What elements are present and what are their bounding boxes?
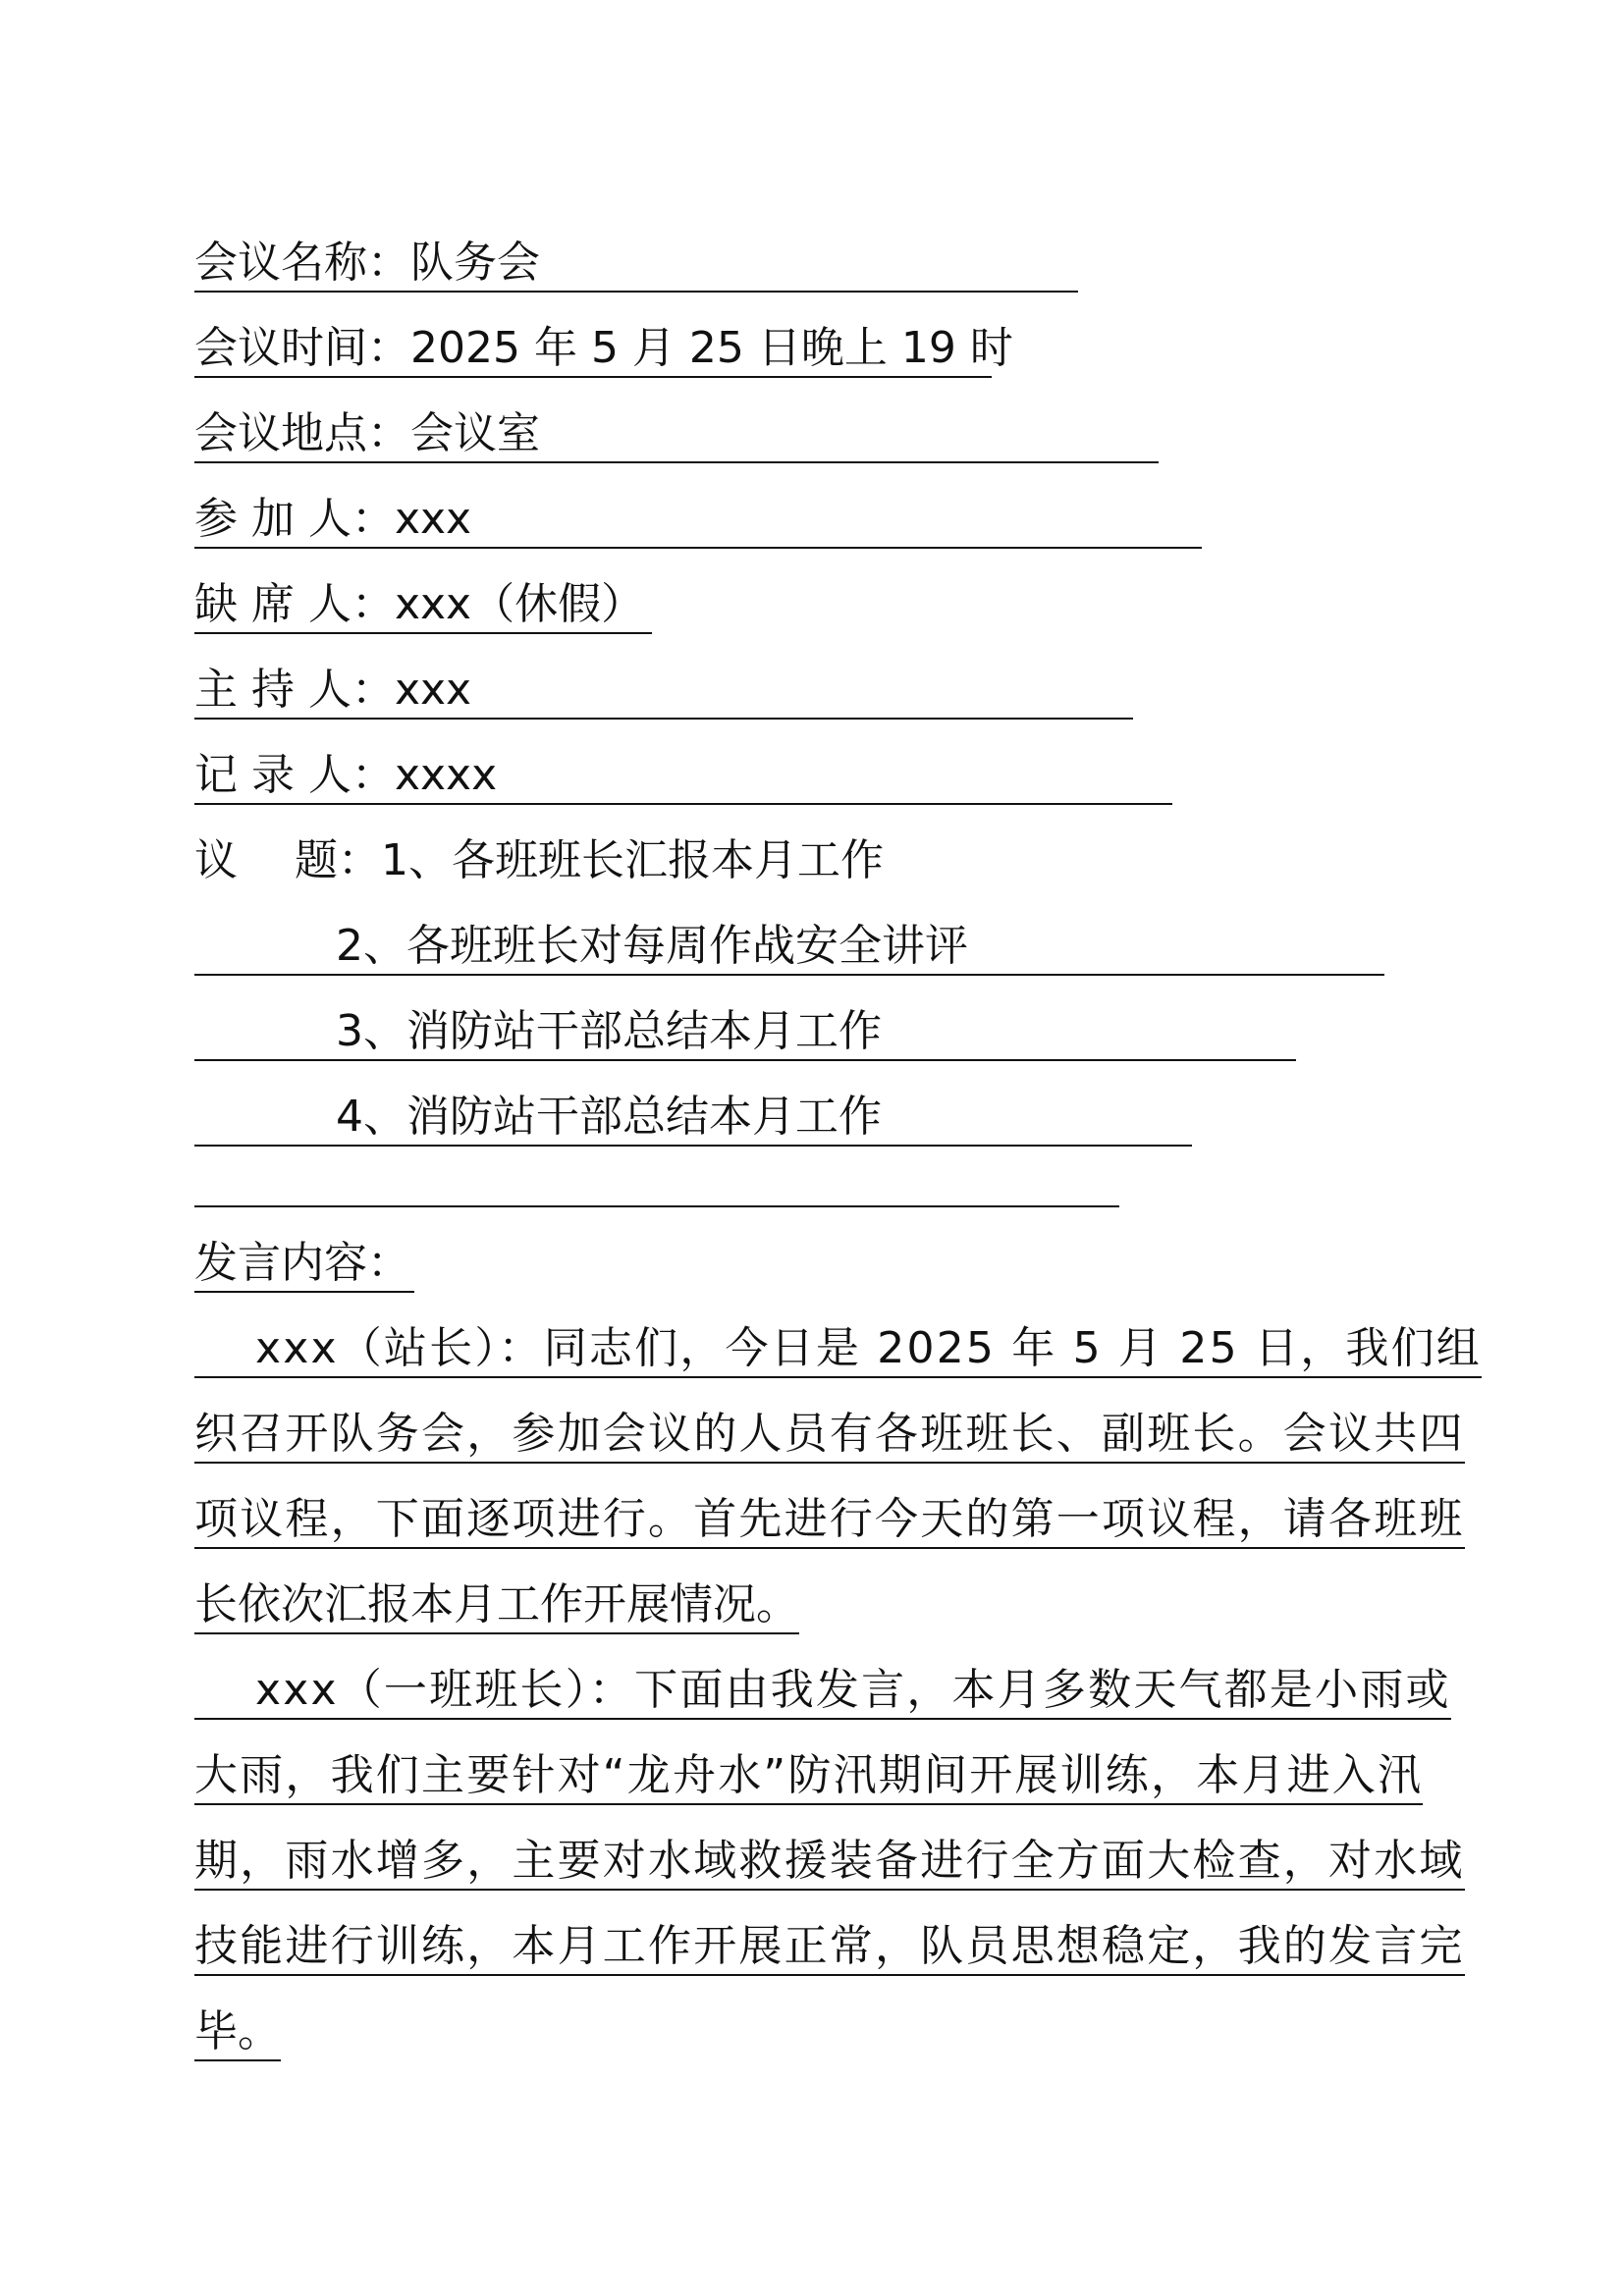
meeting-place: 会议地点：会议室 — [194, 408, 540, 458]
speech-heading: 发言内容： — [194, 1238, 410, 1288]
meeting-time: 会议时间：2025 年 5 月 25 日晚上 19 时 — [194, 323, 1013, 373]
speech-paragraph-2 — [194, 1648, 1465, 2075]
agenda-item-2: 2、各班班长对每周作战安全讲评 — [336, 921, 968, 971]
speech-heading-line — [194, 1234, 414, 1293]
paragraph-line: 长依次汇报本月工作开展情况。 — [194, 1575, 799, 1634]
meeting-name-line — [194, 234, 1078, 293]
agenda-line-4 — [194, 1088, 1192, 1147]
paragraph-line: 期，雨水增多，主要对水域救援装备进行全方面大检查，对水域 — [194, 1832, 1465, 1891]
agenda-line-2 — [194, 917, 1384, 976]
paragraph-line: 技能进行训练，本月工作开展正常，队员思想稳定，我的发言完 — [194, 1917, 1465, 1976]
paragraph-line: 项议程，下面逐项进行。首先进行今天的第一项议程，请各班班 — [194, 1490, 1465, 1549]
blank-underline — [194, 1148, 1119, 1207]
host: 主 持 人：xxx — [194, 665, 472, 715]
paragraph-line: xxx（站长）：同志们，今日是 2025 年 5 月 25 日，我们组 — [194, 1319, 1482, 1378]
absentees-line — [194, 575, 652, 634]
attendees-line — [194, 490, 1202, 549]
recorder-line — [194, 746, 1172, 805]
agenda-item-1: 议 题：1、各班班长汇报本月工作 — [194, 835, 884, 885]
agenda-item-3: 3、消防站干部总结本月工作 — [336, 1006, 882, 1056]
attendees: 参 加 人：xxx — [194, 494, 472, 544]
agenda-line-1 — [194, 831, 893, 890]
absentees: 缺 席 人：xxx（休假） — [194, 579, 645, 629]
agenda-line-3 — [194, 1002, 1296, 1061]
meeting-time-line — [194, 319, 1013, 378]
paragraph-line: 毕。 — [194, 2002, 281, 2061]
paragraph-line: 织召开队务会，参加会议的人员有各班班长、副班长。会议共四 — [194, 1405, 1465, 1464]
host-line — [194, 661, 1133, 720]
agenda-item-4: 4、消防站干部总结本月工作 — [336, 1092, 882, 1142]
paragraph-line: 大雨，我们主要针对“龙舟水”防汛期间开展训练，本月进入汛 — [194, 1746, 1423, 1805]
meeting-place-line — [194, 404, 1159, 463]
meeting-name: 会议名称：队务会 — [194, 238, 540, 288]
speech-paragraph-1 — [194, 1307, 1482, 1648]
paragraph-line: xxx（一班班长）：下面由我发言，本月多数天气都是小雨或 — [194, 1661, 1451, 1720]
recorder: 记 录 人：xxxx — [194, 750, 498, 800]
